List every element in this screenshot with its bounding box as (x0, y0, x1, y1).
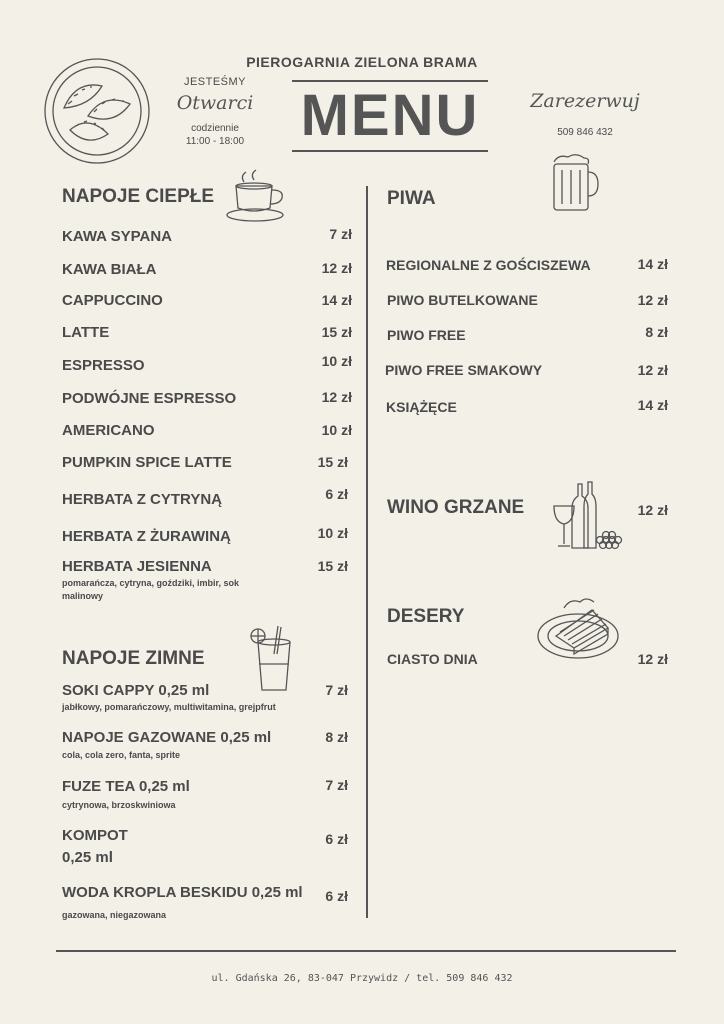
menu-item-price: 12 zł (637, 651, 668, 667)
menu-item-description: gazowana, niegazowana (62, 910, 167, 920)
menu-item-name: PUMPKIN SPICE LATTE (62, 454, 232, 471)
menu-item-price: 8 zł (645, 324, 668, 340)
menu-item-name: ESPRESSO (62, 357, 145, 374)
menu-item-name: PIWO FREE (387, 327, 466, 343)
menu-item-description: cola, cola zero, fanta, sprite (62, 750, 181, 760)
menu-item-name: HERBATA JESIENNA (62, 558, 212, 575)
menu-item-price: 12 zł (637, 292, 668, 308)
open-script: Otwarci (176, 92, 254, 114)
menu-item-name: WODA KROPLA BESKIDU 0,25 ml (62, 884, 303, 901)
menu-item-name: HERBATA Z ŻURAWINĄ (62, 528, 231, 545)
reserve-phone[interactable]: 509 846 432 (557, 127, 613, 138)
menu-item-price: 10 zł (321, 422, 352, 438)
section-heading-cold-drinks: NAPOJE ZIMNE (62, 648, 205, 669)
pierogi-plate-icon (42, 56, 152, 166)
restaurant-name: PIEROGARNIA ZIELONA BRAMA (246, 54, 478, 70)
footer-address: ul. Gdańska 26, 83-047 Przywidz / tel. 509 846 432 (211, 973, 513, 984)
open-hours (170, 122, 260, 148)
open-days: codziennie (191, 123, 239, 134)
section-heading-desserts: DESERY (387, 606, 465, 627)
menu-item-name: HERBATA Z CYTRYNĄ (62, 491, 222, 508)
section-heading-beers: PIWA (387, 188, 436, 209)
open-label: JESTEŚMY (183, 76, 247, 88)
menu-item-price: 12 zł (321, 389, 352, 405)
reserve-link[interactable]: Zarezerwuj (530, 90, 640, 112)
open-time: 11:00 - 18:00 (185, 136, 245, 147)
menu-item-description: jabłkowy, pomarańczowy, multiwitamina, grejpfrut (62, 702, 276, 712)
menu-item-name: KAWA BIAŁA (62, 261, 157, 278)
menu-item-price: 14 zł (637, 397, 668, 413)
menu-item-name: KOMPOT (62, 827, 128, 844)
menu-item-price: 7 zł (329, 226, 352, 242)
menu-item-price: 6 zł (325, 486, 348, 502)
menu-item-name: AMERICANO (62, 422, 155, 439)
menu-item-price: 15 zł (317, 558, 348, 574)
menu-item-name: NAPOJE GAZOWANE 0,25 ml (62, 729, 272, 746)
menu-item-name: KAWA SYPANA (62, 228, 173, 245)
menu-item-price: 7 zł (325, 682, 348, 698)
menu-item-name: LATTE (62, 324, 110, 341)
menu-item-name: CAPPUCCINO (62, 292, 163, 309)
menu-item-name: REGIONALNE Z GOŚCISZEWA (386, 257, 591, 273)
menu-item-price: 15 zł (321, 324, 352, 340)
menu-item-price: 15 zł (317, 454, 348, 470)
menu-item-name: PIWO FREE SMAKOWY (385, 362, 543, 378)
menu-item-name: KSIĄŻĘCE (386, 399, 457, 415)
menu-item-price: 14 zł (637, 256, 668, 272)
menu-item-price: 12 zł (321, 260, 352, 276)
title-bottom-rule (292, 150, 488, 152)
column-divider (366, 186, 368, 918)
menu-item-description: cytrynowa, brzoskwiniowa (62, 800, 176, 810)
menu-item-name: FUZE TEA 0,25 ml (62, 778, 190, 795)
page-title: MENU (300, 83, 480, 148)
menu-item-price: 10 zł (321, 353, 352, 369)
footer-divider (56, 950, 676, 952)
menu-item-name: PIWO BUTELKOWANE (387, 292, 538, 308)
coffee-cup-icon (224, 168, 290, 228)
menu-item-name: CIASTO DNIA (387, 651, 478, 667)
menu-item-price: 12 zł (637, 362, 668, 378)
menu-item-name: PODWÓJNE ESPRESSO (62, 390, 237, 407)
title-top-rule (292, 80, 488, 82)
menu-item-price: 8 zł (325, 729, 348, 745)
menu-item-price: 7 zł (325, 777, 348, 793)
menu-item-description: pomarańcza, cytryna, goździki, imbir, sok malinowy (62, 578, 240, 601)
menu-item-price: 14 zł (321, 292, 352, 308)
section-heading-wine: WINO GRZANE (387, 497, 525, 518)
menu-item-price: 6 zł (325, 888, 348, 904)
section-heading-hot-drinks: NAPOJE CIEPŁE (62, 186, 215, 207)
menu-item-price: 10 zł (317, 525, 348, 541)
menu-item-price: 6 zł (325, 831, 348, 847)
beer-mug-icon (548, 152, 600, 214)
menu-item-name: SOKI CAPPY 0,25 ml (62, 682, 210, 699)
menu-item-name-line2: 0,25 ml (62, 849, 113, 866)
wine-price: 12 zł (637, 502, 668, 518)
